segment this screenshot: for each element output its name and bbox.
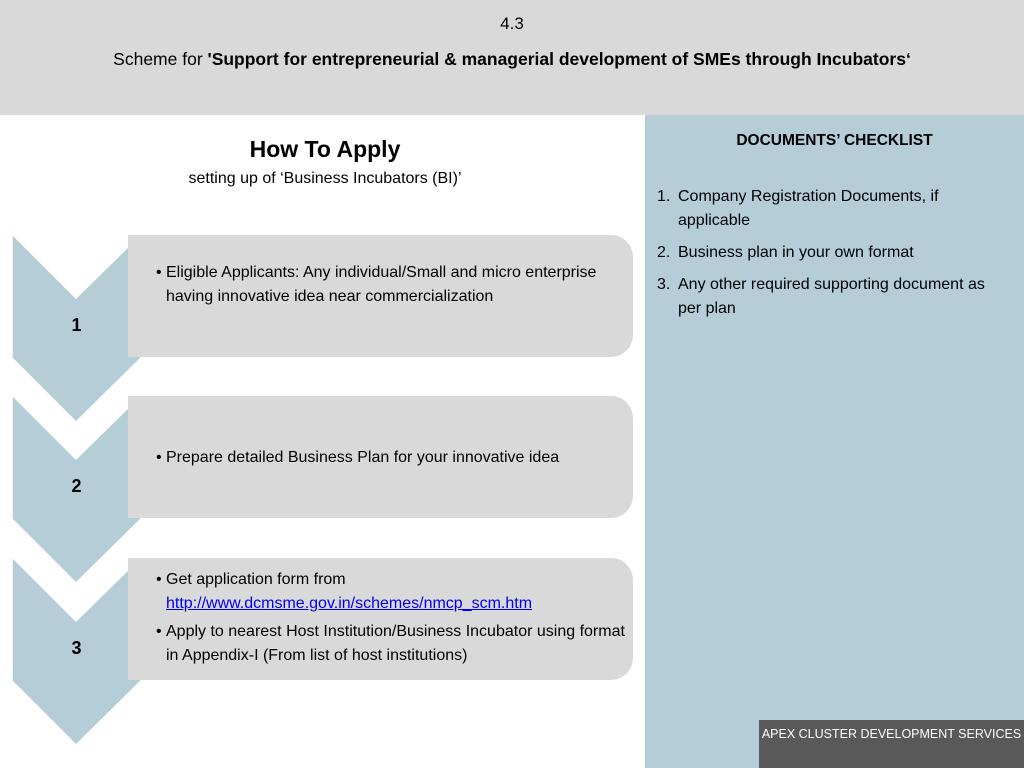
scheme-title [0, 49, 1024, 70]
step-3-number: 3 [71, 638, 82, 658]
how-to-apply-title: How To Apply [249, 136, 401, 162]
step-2-number: 2 [71, 476, 82, 496]
step-3-arrow [11, 556, 142, 746]
checklist-item [657, 241, 1007, 265]
how-to-apply-subtitle: setting up of ‘Business Incubators (BI)’ [188, 170, 462, 187]
step-1-number: 1 [71, 315, 82, 335]
footer-label: APEX CLUSTER DEVELOPMENT SERVICES [759, 720, 1024, 768]
checklist-item-text: Business plan in your own format [678, 244, 914, 261]
step-2-bullet-1: • Prepare detailed Business Plan for your innovative idea [156, 446, 625, 470]
step-2-box [128, 396, 633, 518]
step-3-bullet-2: • Apply to nearest Host Institution/Business Incubator using format in Appendix-I (From list of host institutions) [156, 620, 625, 668]
checklist-list [657, 185, 1007, 329]
checklist-item [657, 185, 1007, 233]
checklist-item-number: 2. [657, 244, 671, 261]
step-2-bullet-1-text: Prepare detailed Business Plan for your innovative idea [166, 449, 560, 466]
step-1-bullet-1: • Eligible Applicants: Any individual/Small and micro enterprise having innovative idea near commercialization [156, 261, 625, 309]
scheme-title-prefix: Scheme for [113, 49, 208, 69]
checklist-item-number: 3. [657, 276, 671, 293]
documents-checklist-panel [645, 115, 1024, 768]
checklist-item-text: Company Registration Documents, if applicable [678, 188, 939, 229]
title-banner [0, 0, 1024, 115]
step-3-bullet-1-text: Get application form from [166, 571, 346, 588]
step-3-bullet-1: • Get application form from http://www.dcmsme.gov.in/schemes/nmcp_scm.htm [156, 571, 533, 612]
checklist-item-number: 1. [657, 188, 671, 205]
checklist-title: DOCUMENTS’ CHECKLIST [736, 132, 933, 149]
step-3-bullet-2-text: Apply to nearest Host Institution/Business Incubator using format in Appendix-I (From list of host institutions) [166, 623, 625, 664]
step-3-box [128, 558, 633, 680]
scheme-title-name: 'Support for entrepreneurial & managerial development of SMEs through Incubators‘ [207, 49, 911, 69]
application-form-link[interactable]: http://www.dcmsme.gov.in/schemes/nmcp_scm.htm [166, 595, 533, 612]
section-number: 4.3 [500, 14, 524, 33]
checklist-item-text: Any other required supporting document as per plan [678, 276, 985, 317]
step-1-bullet-1-text: Eligible Applicants: Any individual/Small and micro enterprise having innovative idea near commercialization [166, 264, 597, 305]
step-1-box [128, 235, 633, 357]
checklist-item [657, 273, 1007, 321]
